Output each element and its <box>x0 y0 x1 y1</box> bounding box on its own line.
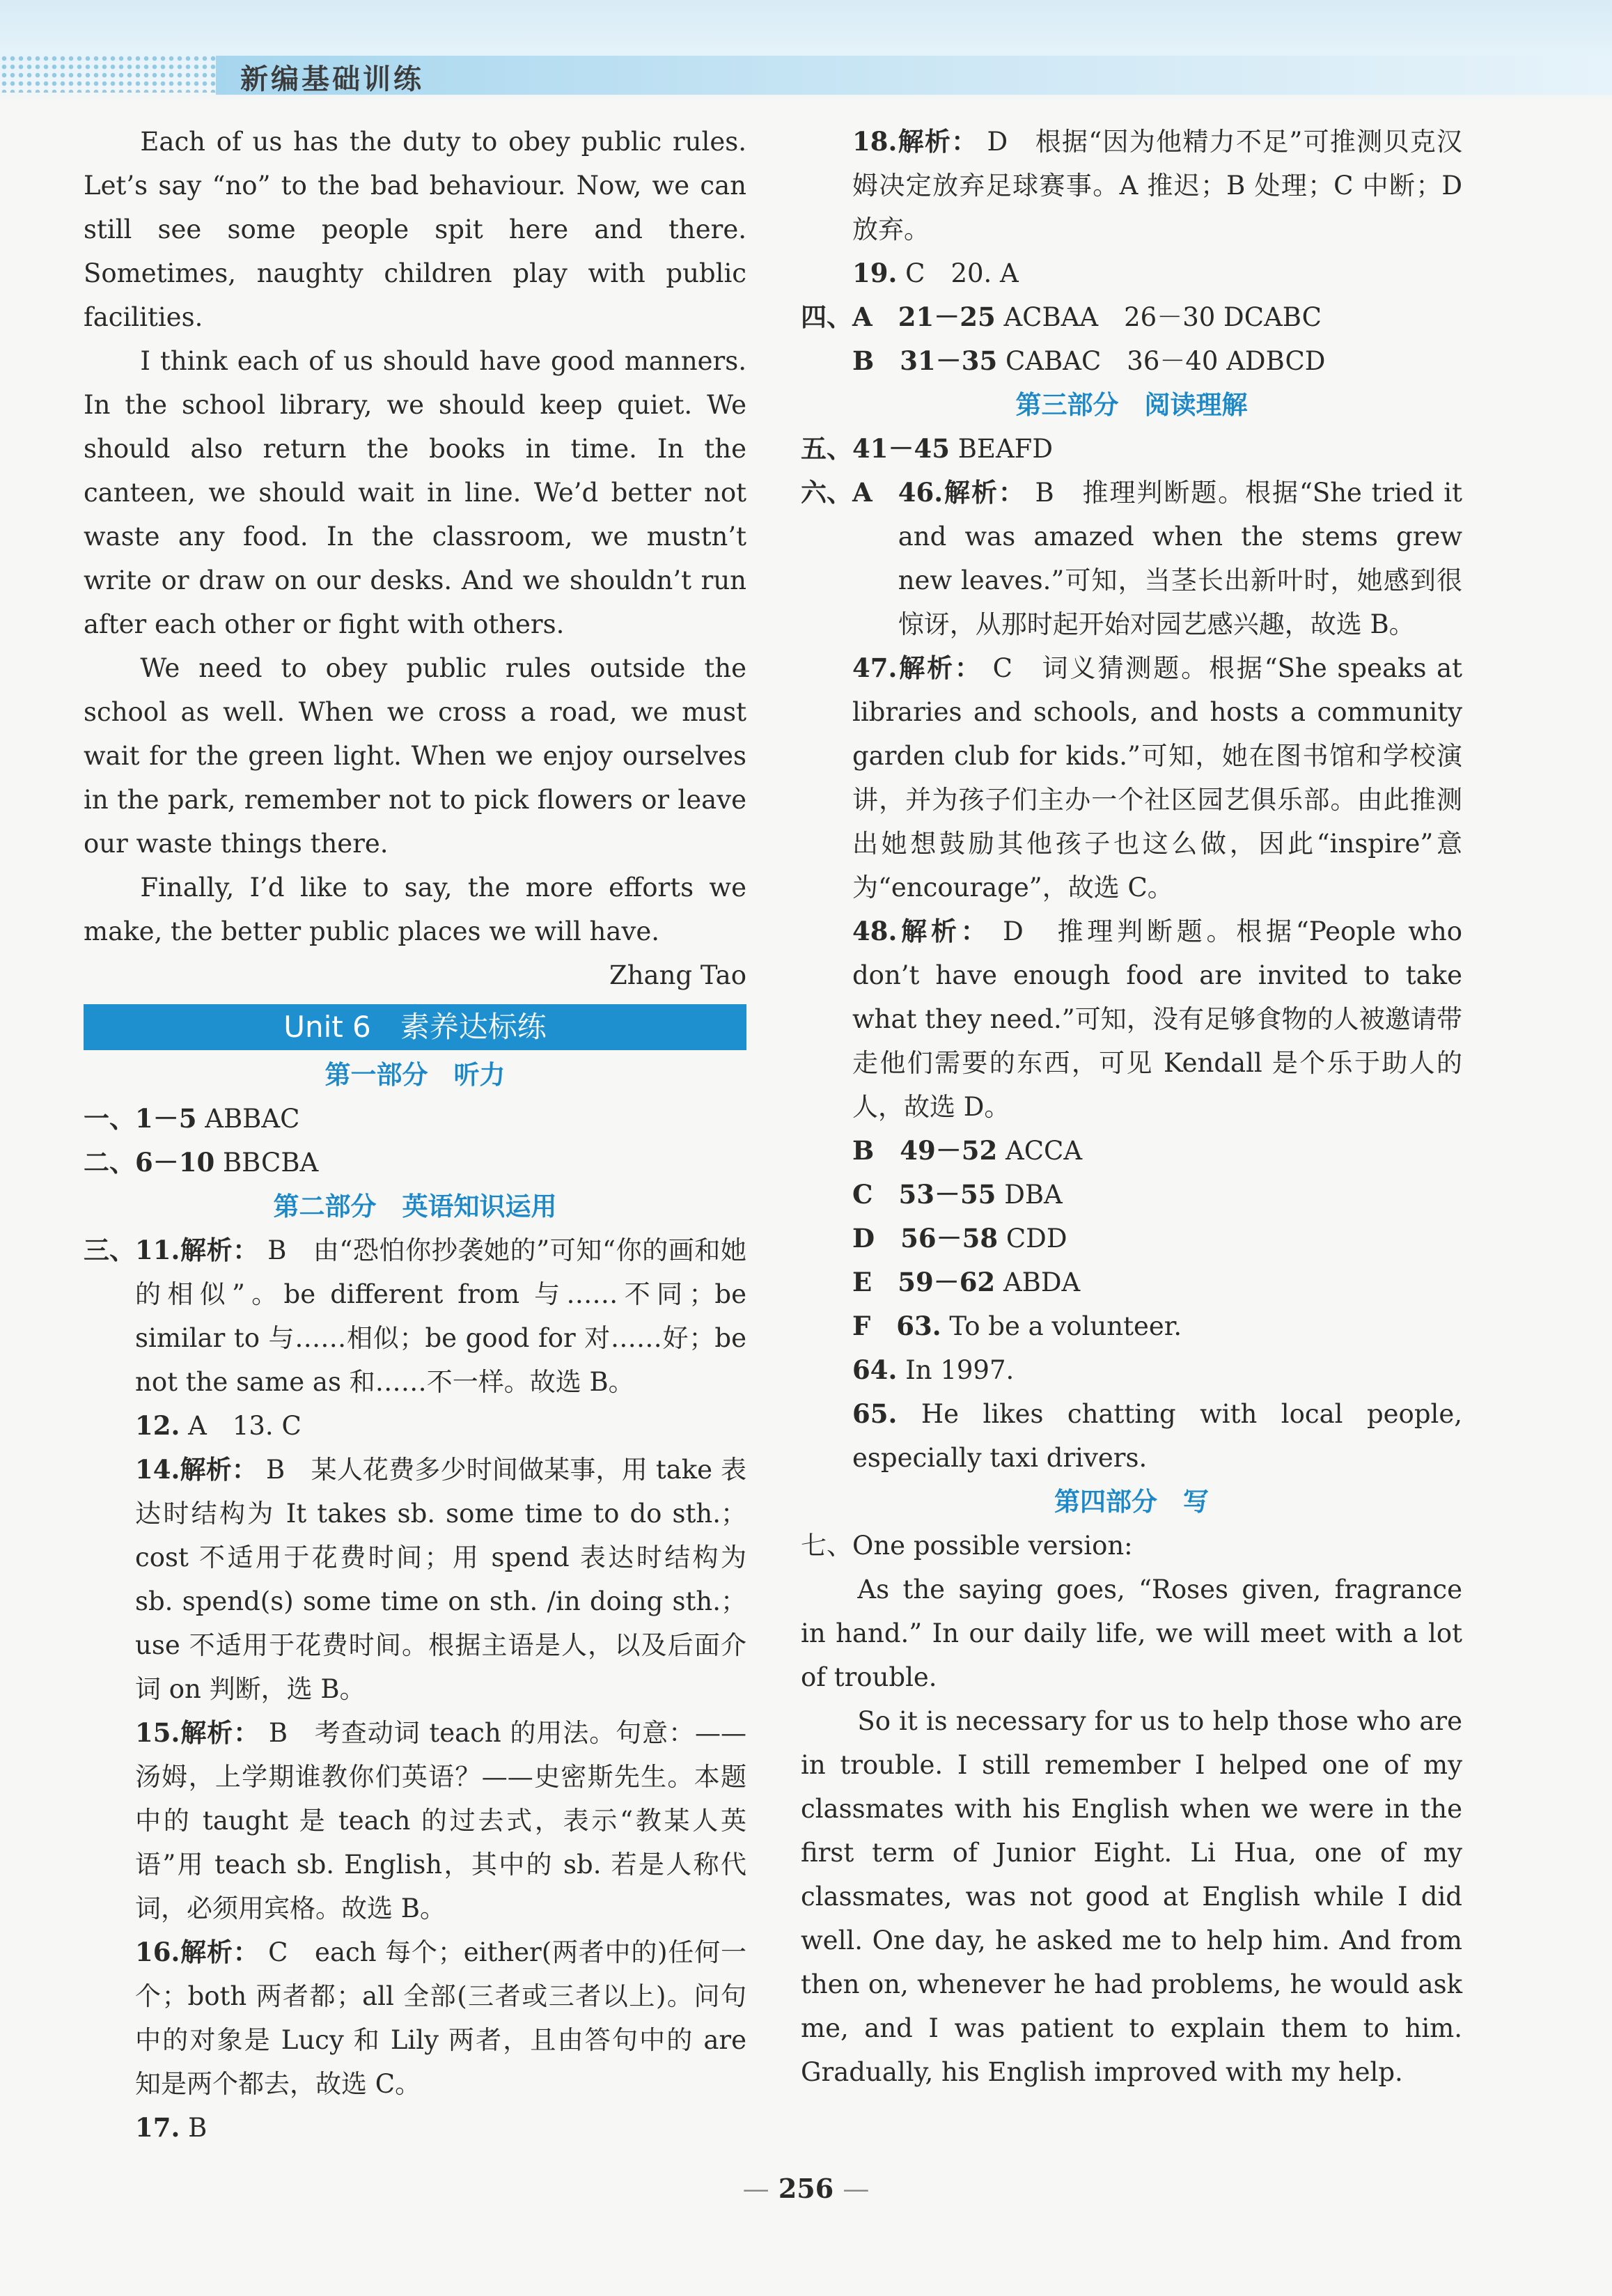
series-title: 新编基础训练 <box>240 63 424 95</box>
answer-item: B 49－52 ACCA <box>801 1135 1083 1166</box>
answer-item: 六、A 46.解析： B 推理判断题。根据“She tried it and was amazed when the stems grew new leaves.”可知，当茎长出新叶时，她感到很惊讶，从那时起开始对园艺感兴趣，故选 B。 <box>801 477 1463 639</box>
answer-item: B 31－35 CABAC 36－40 ADBCD <box>801 345 1326 376</box>
page-number-value: 256 <box>778 2173 834 2204</box>
essay-paragraph-1: Each of us has the duty to obey public rules. Let’s say “no” to the bad behaviour. Now, we can still see some people spit here and there. Sometimes, naughty children play with public facilities. <box>84 127 746 332</box>
writing-paragraph-2: So it is necessary for us to help those who are in trouble. I still remember I helped one of my classmates with his English when we were in the first term of Junior Eight. Li Hua, one of my classmates, was not good at English while I did well. One day, he asked me to help him. And from then on, whenever he had problems, he would ask me, and I was patient to explain them to him. Gradually, his English improved with my help. <box>801 1706 1462 2087</box>
section-head-part1: 第一部分 听力 <box>324 1060 506 1090</box>
answer-item: 三、 11.解析： B 由“恐怕你抄袭她的”可知“你的画和她的相似”。be different from 与……不同；be similar to 与……相似；be good for 对……好；be not the same as 和……不一样。故选 B。 <box>84 1235 747 1397</box>
answer-item: 15.解析： B 考查动词 teach 的用法。句意：——汤姆，上学期谁教你们英语？——史密斯先生。本题中的 taught 是 teach 的过去式，表示“教某人英语”用 teach sb. English，其中的 sb. 若是人称代词，必须用宾格。故选 B。 <box>135 1717 747 1923</box>
right-column <box>801 120 1462 2094</box>
section-head-part2: 第二部分 英语知识运用 <box>273 1192 557 1221</box>
answer-item: 16.解析： C each 每个；either(两者中的)任何一个；both 两者都；all 全部(三者或三者以上)。问句中的对象是 Lucy 和 Lily 两者，且由答句中的 are 知是两个都去，故选 C。 <box>135 1937 746 2099</box>
answer-item: C 53－55 DBA <box>801 1179 1063 1210</box>
answer-item: 二、 6－10 BBCBA <box>84 1147 319 1178</box>
page-number-dash-right: — <box>843 2173 870 2204</box>
essay-paragraph-3: We need to obey public rules outside the school as well. When we cross a road, we must wait for the green light. When we enjoy ourselves in the park, remember not to pick flowers or leave our waste things there. <box>84 653 746 859</box>
essay-signature: Zhang Tao <box>609 960 746 990</box>
answer-item: E 59－62 ABDA <box>801 1267 1081 1297</box>
left-column <box>84 120 746 2150</box>
answer-item: 18.解析： D 根据“因为他精力不足”可推测贝克汉姆决定放弃足球赛事。A 推迟；B 处理；C 中断；D 放弃。 <box>852 126 1462 244</box>
page-number <box>696 2173 916 2204</box>
answer-item: 48.解析： D 推理判断题。根据“People who don’t have enough food are invited to take what they need.”可知，没有足够食物的人被邀请带走他们需要的东西，可见 Kendall 是个乐于助人的人，故选 D。 <box>852 916 1462 1122</box>
answer-item: D 56－58 CDD <box>801 1223 1067 1254</box>
answer-item: 四、A 21－25 ACBAA 26－30 DCABC <box>801 302 1322 332</box>
writing-paragraph-1: As the saying goes, “Roses given, fragrance in hand.” In our daily life, we will meet with a lot of trouble. <box>801 1575 1462 1692</box>
answer-item: 17. B <box>135 2112 208 2143</box>
answer-item: 19. C 20. A <box>852 258 1019 288</box>
header-dot-pattern <box>0 54 216 93</box>
writing-intro: 七、One possible version: <box>801 1531 1133 1561</box>
section-head-part3: 第三部分 阅读理解 <box>1015 390 1248 420</box>
answer-item: 65. He likes chatting with local people, especially taxi drivers. <box>852 1398 1462 1473</box>
section-head-part4: 第四部分 写 <box>1054 1487 1209 1517</box>
essay-paragraph-4: Finally, I’d like to say, the more efforts we make, the better public places we will have. <box>84 873 746 946</box>
answer-item: 14.解析： B 某人花费多少时间做某事，用 take 表达时结构为 It takes sb. some time to do sth.；cost 不适用于花费时间；用 spend 表达时结构为 sb. spend(s) some time on sth. /in doing sth.；use 不适用于花费时间。根据主语是人，以及后面介词 on 判断，选 B。 <box>135 1454 747 1704</box>
essay-paragraph-2: I think each of us should have good manners. In the school library, we should keep quiet. We should also return the books in time. In the canteen, we should wait in line. We’d better not waste any food. In the classroom, we mustn’t write or draw on our desks. And we shouldn’t run after each other or fight with others. <box>84 346 746 639</box>
answer-item: 一、 1－5 ABBAC <box>84 1103 300 1134</box>
answer-item: 47.解析： C 词义猜测题。根据“She speaks at libraries and schools, and hosts a community garden club for kids.”可知，她在图书馆和学校演讲，并为孩子们主办一个社区园艺俱乐部。由此推测出她想鼓励其他孩子也这么做，因此“inspire”意为“encourage”，故选 C。 <box>852 653 1463 903</box>
answer-item: F 63. To be a volunteer. <box>801 1311 1182 1341</box>
page-number-dash-left: — <box>742 2173 769 2204</box>
answer-item: 64. In 1997. <box>852 1354 1015 1385</box>
answer-item: 12. A 13. C <box>135 1410 302 1441</box>
header-bar <box>216 56 1612 95</box>
answer-item: 五、 41－45 BEAFD <box>801 433 1054 464</box>
unit-banner: Unit 6 素养达标练 <box>84 1004 746 1050</box>
